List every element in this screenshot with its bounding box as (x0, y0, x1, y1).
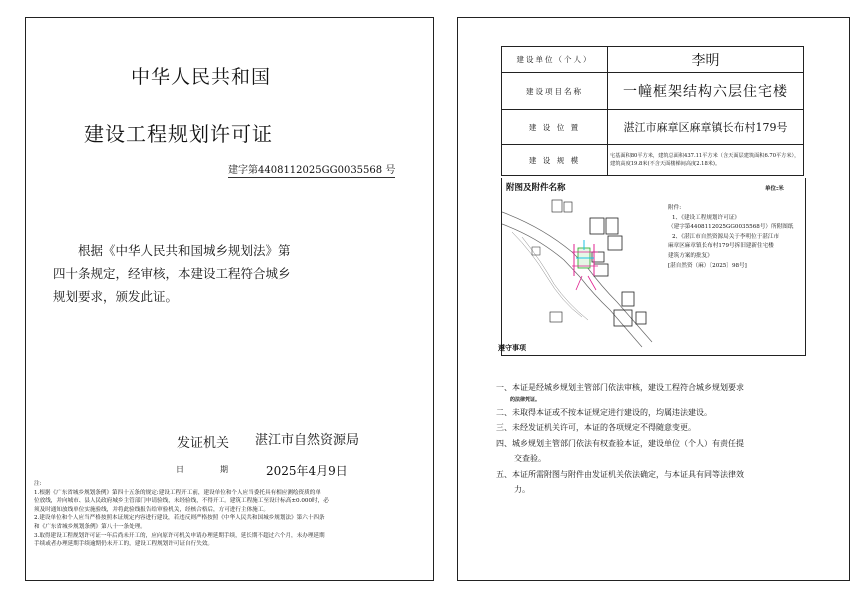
attachment-title: 附图及附件名称 (506, 183, 566, 193)
note-line: 和《广东省城乡规划条例》第八十一条处理。 (34, 523, 146, 530)
building (606, 218, 618, 234)
country-name: 中华人民共和国 (131, 66, 272, 88)
note-line: 2.建设单位和个人应当严格按照本证规定内容进行建设，若违反则严格按照《中华人民共和国城乡规划法》第六十四条 (34, 515, 325, 522)
building (532, 247, 540, 255)
building (622, 292, 634, 306)
attachment-line: （建字第4408112025GG0035568号）所附图纸 (668, 224, 794, 231)
notice-list (496, 380, 841, 498)
building (608, 236, 622, 250)
site-plan-map (502, 192, 667, 352)
certificate-title: 建设工程规划许可证 (84, 122, 273, 146)
red-line (576, 276, 582, 290)
notice-item: 力。 (514, 485, 530, 494)
attachment-line: 建筑方案的批复》 (668, 252, 713, 259)
note-line: 须及时通知放线单位实施验线，并将此验线报告给审验机关，经核合格后，方可进行主体施工。 (34, 506, 269, 513)
notice-item: 二、未取得本证或不按本证规定进行建设的，均属违法建设。 (496, 407, 712, 417)
building (636, 312, 646, 324)
row-label: 建设单位（个人） (502, 47, 608, 73)
date-label: 日期 (176, 465, 264, 474)
table-row (502, 73, 804, 110)
certificate-notes (34, 480, 364, 549)
certificate-number: 建字第4408112025GG0035568 号 (228, 161, 395, 178)
scale-line: 宅基面积80平方米，建筑总面积437.11平方米（含天面层建筑面积6.70平方米）， (610, 153, 800, 159)
row-label: 建设项目名称 (502, 73, 608, 110)
note-line: 手续或者办理延期手续逾期仍未开工的，建设工程规划许可证自行失效。 (34, 541, 214, 548)
notice-item: 三、未经发证机关许可，本证的各项规定不得随意变更。 (496, 423, 696, 432)
note-line: 位放线，并向城市、县人民政府城乡主管部门申请验线，未经验线，不得开工。建筑工程施工至设计标高±0.000时，必 (34, 498, 329, 505)
notice-title: 遵守事项 (498, 344, 526, 352)
statement-line: 四十条规定，经审核，本建设工程符合城乡 (53, 266, 291, 281)
notice-item: 一、本证是经城乡规划主管部门依法审核，建设工程符合城乡规划要求 (496, 383, 744, 392)
table-row (502, 110, 804, 145)
row-label: 建 设 位 置 (502, 110, 608, 145)
attachment-line: [湛自然资（麻）〔2025〕98号] (668, 262, 747, 269)
applicant-name: 李明 (608, 47, 804, 73)
notice-item: 的法律凭证。 (510, 396, 541, 403)
project-scale (608, 145, 804, 176)
note-line: 3.取得建设工程规划许可证一年后尚未开工的，应向原许可机关申请办理延期手续，延长期不超过六个月，未办理延期 (34, 532, 325, 539)
building (550, 312, 562, 322)
row-label: 建 设 规 模 (502, 145, 608, 176)
note-line: 1.根据《广东省城乡规划条例》第四十五条的规定:建设工程开工前，建设单位和个人应当委托具有相应测绘资质的单 (34, 489, 321, 496)
certificate-statement (53, 239, 323, 308)
road-outline (512, 232, 582, 317)
notice-item: 交查验。 (514, 454, 546, 463)
notice-item: 四、城乡规划主管部门依法有权查验本证，建设单位（个人）有责任提 (496, 438, 744, 448)
certificate-back-page (457, 17, 850, 581)
note-line: 注: (34, 481, 42, 487)
project-location: 湛江市麻章区麻章镇长布村179号 (608, 110, 804, 145)
attachment-line: 2、《湛江市自然资源局关于李明位于湛江市 (672, 233, 780, 240)
attachment-section (501, 178, 806, 356)
attachment-notes (668, 204, 798, 271)
issue-date: 2025年4月9日 (266, 464, 348, 478)
table-row (502, 145, 804, 176)
certificate-front-page (25, 17, 434, 581)
unit-label: 单位:米 (765, 186, 784, 192)
project-info-table (501, 46, 804, 176)
statement-line: 根据《中华人民共和国城乡规划法》第 (78, 243, 291, 258)
statement-line: 规划要求，颁发此证。 (53, 289, 179, 304)
scale-line: 建筑高度19.8米(不含天面楼梯间高度2.18米)。 (610, 161, 721, 167)
attachment-line: 麻章区麻章镇长布村179号拆旧建新住宅楼 (668, 243, 774, 250)
road-outline (502, 224, 642, 347)
attachment-line: 1、《建设工程规划许可证》 (672, 214, 740, 221)
issuer-label: 发证机关 (177, 436, 230, 451)
table-row (502, 47, 804, 73)
building (552, 200, 562, 212)
building (564, 202, 572, 212)
attachment-line: 附件: (668, 205, 682, 211)
issuing-authority: 湛江市自然资源局 (255, 433, 360, 448)
project-name: 一幢框架结构六层住宅楼 (608, 73, 804, 110)
notice-item: 五、本证所需附图与附件由发证机关依法确定，与本证具有同等法律效 (496, 469, 744, 479)
road-outline (502, 212, 652, 342)
building (590, 218, 604, 234)
